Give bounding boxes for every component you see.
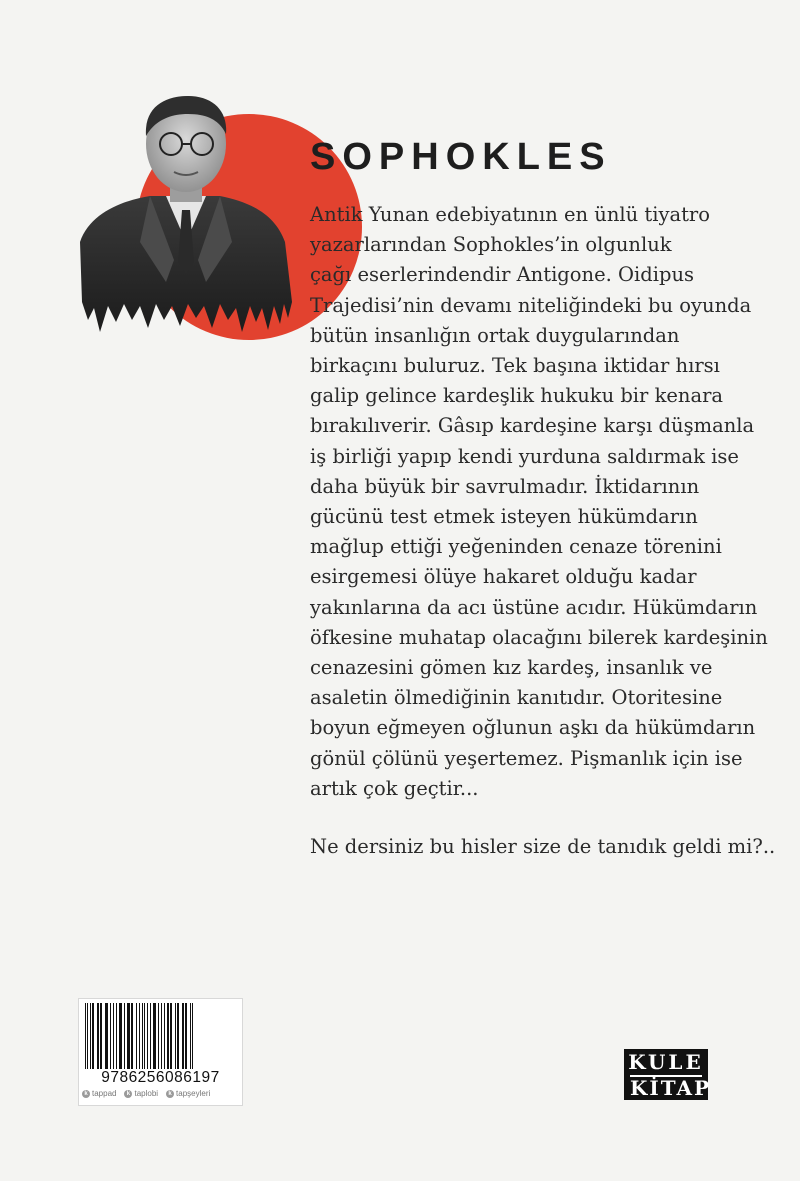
closing-question: Ne dersiniz bu hisler size de tanıdık geldi mi?.. <box>310 834 776 858</box>
blurb-line: asaletin ölmediğinin kanıtıdır. Otoritesine <box>310 686 723 710</box>
blurb-line: Trajedisi’nin devamı niteliğindeki bu oyunda <box>310 293 752 317</box>
barcode-bar <box>105 1003 108 1069</box>
author-portrait-icon <box>70 92 300 342</box>
barcode-bar <box>110 1003 111 1069</box>
author-portrait <box>70 92 300 342</box>
barcode-bar <box>87 1003 88 1069</box>
blurb-line: gücünü test etmek isteyen hükümdarın <box>310 505 698 529</box>
blurb-line: gönül çölünü yeşertemez. Pişmanlık için ise <box>310 746 743 770</box>
author-name: SOPHOKLES <box>310 136 612 178</box>
isbn-barcode <box>78 998 243 1106</box>
barcode-bar <box>164 1003 165 1069</box>
blurb-line: esirgemesi ölüye hakaret olduğu kadar <box>310 565 697 589</box>
barcode-bar <box>116 1003 117 1069</box>
barcode-bar <box>97 1003 99 1069</box>
barcode-bar <box>131 1003 133 1069</box>
blurb-line: Antik Yunan edebiyatının en ünlü tiyatro <box>310 203 710 226</box>
blurb-line: daha büyük bir savrulmadır. İktidarının <box>310 474 700 498</box>
barcode-bar <box>185 1003 187 1069</box>
seller-name: tappad <box>92 1089 117 1098</box>
seller-mark-icon: k <box>166 1090 174 1098</box>
barcode-bar <box>153 1003 156 1069</box>
blurb-line: bırakılıverir. Gâsıp kardeşine karşı düşmanla <box>310 414 755 438</box>
barcode-bar <box>136 1003 137 1069</box>
barcode-bar <box>142 1003 143 1069</box>
barcode-bar <box>150 1003 151 1069</box>
barcode-bar <box>192 1003 193 1069</box>
barcode-bar <box>119 1003 122 1069</box>
seller-mark-icon: k <box>82 1090 90 1098</box>
back-cover-blurb <box>310 200 768 804</box>
publisher-logo-line1: KULE <box>628 1050 704 1074</box>
isbn-number: 9786256086197 <box>101 1069 220 1086</box>
seller-logo <box>82 1089 116 1098</box>
seller-logo <box>166 1089 210 1098</box>
barcode-bar <box>170 1003 172 1069</box>
barcode-bar <box>90 1003 91 1069</box>
blurb-line: mağlup ettiği yeğeninden cenaze törenini <box>310 535 722 559</box>
barcode-bar <box>182 1003 184 1069</box>
barcode-bar <box>124 1003 125 1069</box>
seller-mark-icon: k <box>124 1090 132 1098</box>
blurb-line: cenazesini gömen kız kardeş, insanlık ve <box>310 656 713 680</box>
barcode-bar <box>177 1003 179 1069</box>
publisher-logo <box>624 1049 712 1100</box>
blurb-line: öfkesine muhatap olacağını bilerek kardeşinin <box>310 625 768 649</box>
blurb-line: yazarlarından Sophokles’in olgunluk <box>310 233 672 257</box>
barcode-bar <box>127 1003 130 1069</box>
seller-logos <box>82 1089 242 1098</box>
barcode-bar <box>85 1003 86 1069</box>
barcode-bars <box>83 1003 238 1069</box>
barcode-bar <box>144 1003 145 1069</box>
barcode-bar <box>161 1003 162 1069</box>
seller-name: taplobi <box>134 1089 159 1098</box>
blurb-line: galip gelince kardeşlik hukuku bir kenara <box>310 384 724 408</box>
publisher-logo-line2: KİTAP <box>630 1076 712 1100</box>
barcode-bar <box>190 1003 191 1069</box>
blurb-line: çağı eserlerindendir Antigone. Oidipus <box>310 263 695 287</box>
barcode-bar <box>100 1003 102 1069</box>
blurb-line: birkaçını buluruz. Tek başına iktidar hırsı <box>310 354 720 378</box>
blurb-line: iş birliği yapıp kendi yurduna saldırmak ise <box>310 444 739 468</box>
barcode-bar <box>113 1003 114 1069</box>
blurb-line: boyun eğmeyen oğlunun aşkı da hükümdarın <box>310 716 756 740</box>
blurb-line: bütün insanlığın ortak duygularından <box>310 323 680 347</box>
barcode-bar <box>92 1003 94 1069</box>
blurb-line: artık çok geçtir... <box>310 776 479 800</box>
seller-name: tapşeyleri <box>176 1089 211 1098</box>
barcode-bar <box>139 1003 140 1069</box>
barcode-bar <box>147 1003 148 1069</box>
barcode-bar <box>158 1003 159 1069</box>
blurb-line: yakınlarına da acı üstüne acıdır. Hükümdarın <box>310 595 758 619</box>
seller-logo <box>124 1089 158 1098</box>
barcode-bar <box>175 1003 176 1069</box>
barcode-bar <box>167 1003 169 1069</box>
